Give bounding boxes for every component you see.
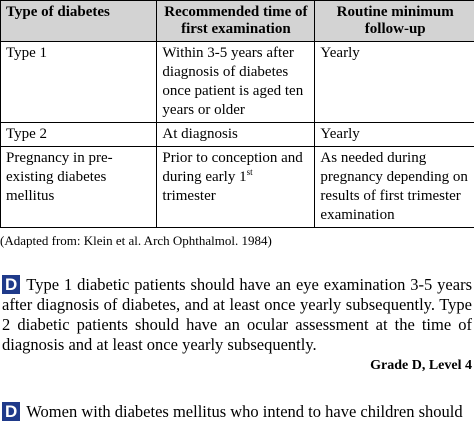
table-row (1, 42, 474, 123)
table-cell: As needed during pregnancy depending on results of first trimester examination (315, 147, 474, 228)
table-cell: Within 3-5 years after diagnosis of diabetes once patient is aged ten years or older (157, 42, 315, 123)
grade-level-label: Grade D, Level 4 (370, 358, 472, 373)
grade-d-badge-icon: D (2, 402, 20, 421)
table-row (1, 147, 474, 228)
recommendation-text: Type 1 diabetic patients should have an eye examination 3-5 years after diagnosis of diabetes, and at least once yearly subsequently. Type 2 diabetic patients should have an ocular assessment at the time of diagnosis and at least once yearly subsequently. (2, 275, 472, 354)
table-header-row (1, 1, 474, 42)
table-source-caption: (Adapted from: Klein et al. Arch Ophthalmol. 1984) (0, 233, 272, 248)
table-row (1, 123, 474, 147)
table-cell: Type 1 (1, 42, 157, 123)
table-cell: Yearly (315, 123, 474, 147)
recommendation-paragraph (2, 275, 472, 355)
grade-d-badge-icon: D (2, 275, 20, 294)
recommendation-paragraph (2, 402, 472, 422)
table-cell: Yearly (315, 42, 474, 123)
header-follow-up: Routine minimum follow-up (315, 1, 474, 42)
recommendation-text: Women with diabetes mellitus who intend to have children should (26, 402, 463, 421)
table-cell: Pregnancy in pre-existing diabetes mellitus (1, 147, 157, 228)
table-cell: At diagnosis (157, 123, 315, 147)
table-cell (157, 147, 315, 228)
superscript-st: st (246, 167, 253, 177)
header-type-of-diabetes: Type of diabetes (1, 1, 157, 42)
header-first-examination: Recommended time of first examination (157, 1, 315, 42)
cell-text-tail: trimester (162, 188, 216, 204)
cell-text: Prior to conception and during early 1 (162, 150, 303, 185)
table-cell: Type 2 (1, 123, 157, 147)
